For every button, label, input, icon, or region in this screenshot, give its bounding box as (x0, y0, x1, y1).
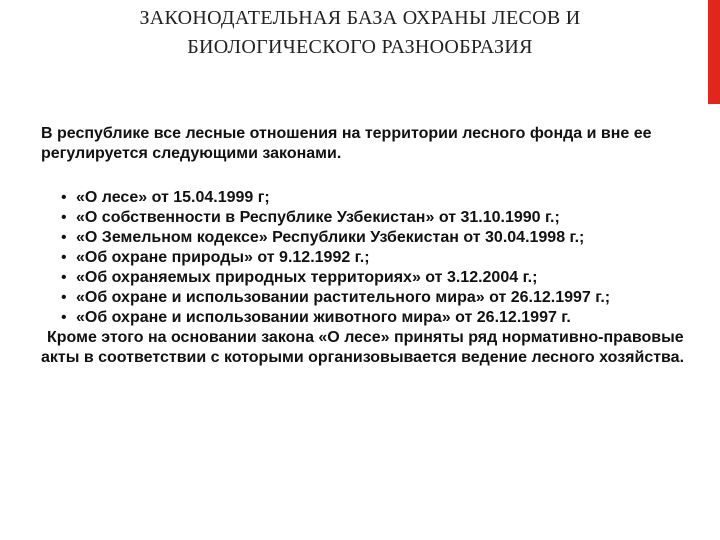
law-list (41, 188, 709, 328)
law-item-text: «О Земельном кодексе» Республики Узбекистан от 30.04.1998 г.; (76, 229, 585, 246)
law-item (41, 208, 709, 228)
intro-paragraph: В республике все лесные отношения на территории лесного фонда и вне ее регулируется следующими законами. (41, 125, 652, 162)
law-item (41, 268, 709, 288)
law-item-text: «Об охране и использовании животного мира» от 26.12.1997 г. (76, 309, 571, 326)
bullet-dot-icon: • (61, 269, 67, 286)
bullet-dot-icon: • (61, 249, 67, 266)
outro-paragraph: Кроме этого на основании закона «О лесе» приняты ряд нормативно-правовые акты в соответствии с которыми организовывается ведение лесного хозяйства. (41, 329, 685, 366)
bullet-dot-icon: • (61, 209, 67, 226)
law-item (41, 248, 709, 268)
law-item (41, 188, 709, 208)
accent-bar (708, 0, 720, 104)
bullet-dot-icon: • (61, 189, 67, 206)
law-item (41, 308, 709, 328)
bullet-dot-icon: • (61, 289, 67, 306)
law-item-text: «Об охране и использовании растительного мира» от 26.12.1997 г.; (76, 289, 611, 306)
bullet-dot-icon: • (61, 229, 67, 246)
law-item (41, 228, 709, 248)
slide-title-line-1: ЗАКОНОДАТЕЛЬНАЯ БАЗА ОХРАНЫ ЛЕСОВ И (139, 7, 581, 29)
law-item-text: «О лесе» от 15.04.1999 г; (76, 189, 270, 206)
law-item-text: «О собственности в Республике Узбекистан» от 31.10.1990 г.; (76, 209, 560, 226)
slide-body (41, 124, 709, 368)
law-item-text: «Об охраняемых природных территориях» от 3.12.2004 г.; (76, 269, 538, 286)
bullet-dot-icon: • (61, 309, 67, 326)
slide-title-line-2: БИОЛОГИЧЕСКОГО РАЗНООБРАЗИЯ (187, 36, 533, 58)
slide-title (40, 4, 680, 62)
law-item-text: «Об охране природы» от 9.12.1992 г.; (76, 249, 370, 266)
law-item (41, 288, 636, 308)
